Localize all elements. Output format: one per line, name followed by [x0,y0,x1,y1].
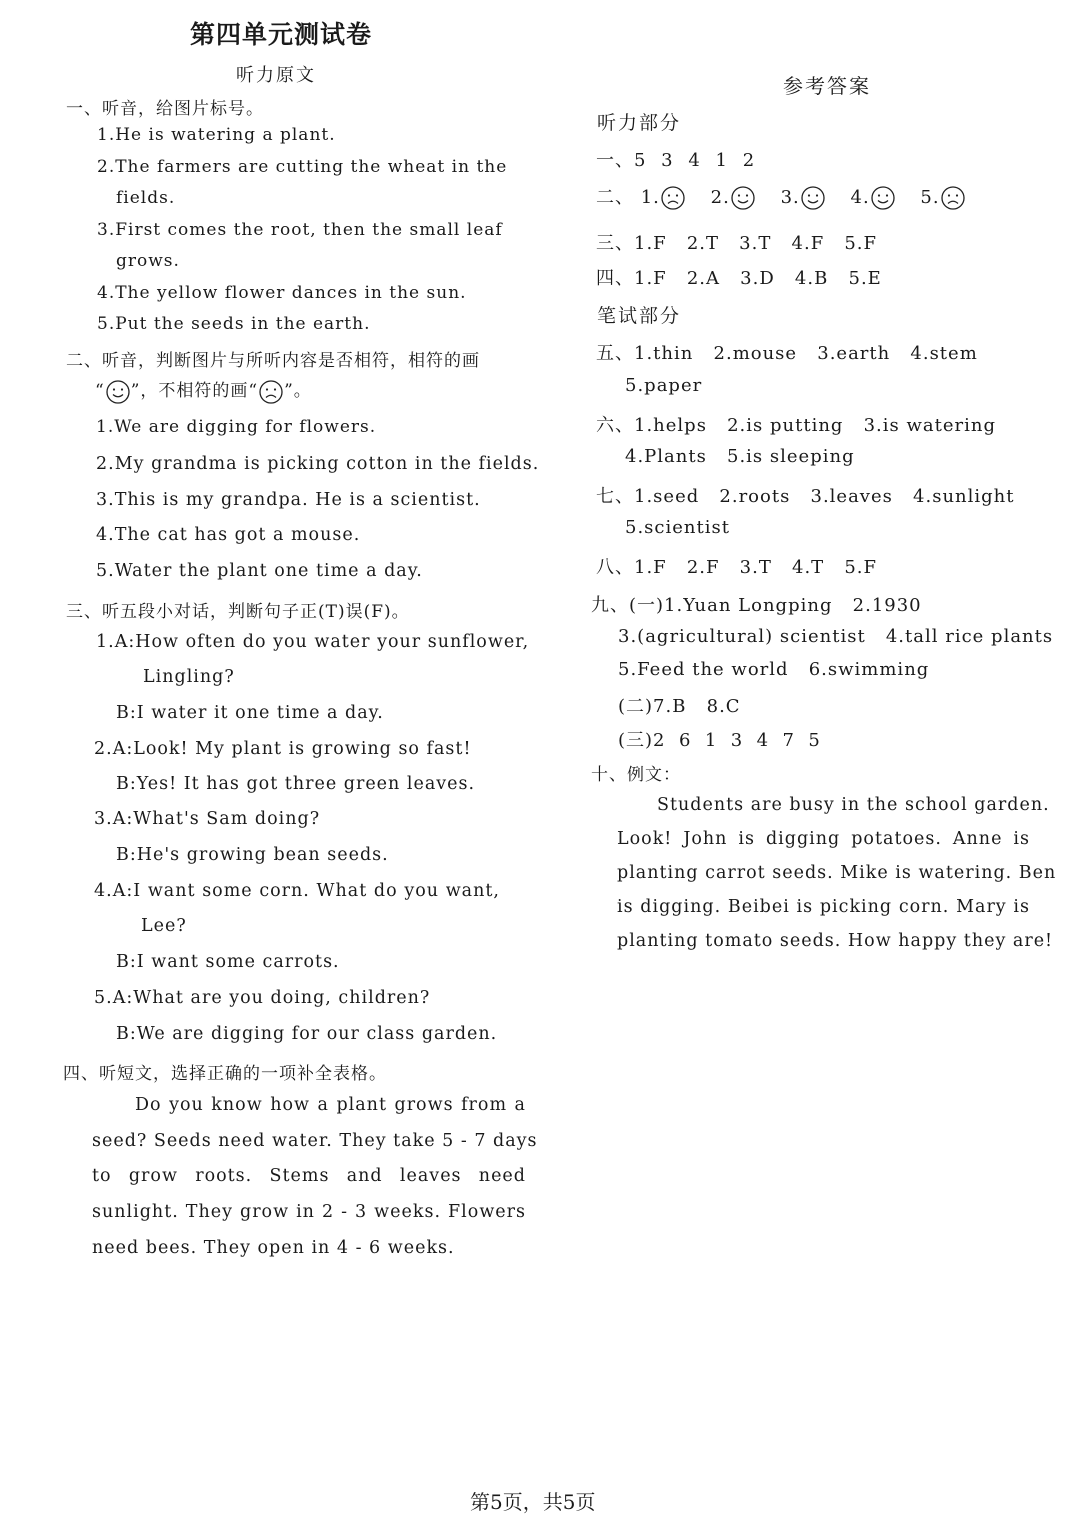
mid-text: ”，不相符的画“ [130,381,259,401]
page-number: 第5页，共5页 [470,1490,596,1514]
s1-item-2-cont: fields. [116,188,176,208]
answer-5: 五、1.thin 2.mouse 3.earth 4.stem [596,343,978,364]
s1-item-3: 3.First comes the root, then the small leaf [97,220,503,240]
section-1-heading: 一、听音，给图片标号。 [66,99,264,119]
essay-line-3: planting carrot seeds. Mike is watering. Ben [617,863,1057,883]
page-title: 第四单元测试卷 [190,20,373,49]
answer-9-line-3: 5.Feed the world 6.swimming [618,659,930,680]
s3-line-12: B:We are digging for our class garden. [116,1024,498,1044]
s1-item-4: 4.The yellow flower dances in the sun. [97,283,467,303]
section-4-heading: 四、听短文，选择正确的一项补全表格。 [63,1064,387,1084]
essay-line-1: Students are busy in the school garden. [657,795,1050,815]
s2-item-2: 2.My grandma is picking cotton in the fields. [96,454,540,474]
answer-3: 三、1.F 2.T 3.T 4.F 5.F [596,233,878,254]
essay-line-4: is digging. Beibei is picking corn. Mary is [617,897,1030,917]
answer-2-num: 4. [850,187,870,208]
s2-item-3: 3.This is my grandpa. He is a scientist. [96,490,481,510]
answer-9-line-4: (二)7.B 8.C [618,696,741,717]
open-quote: “ [95,381,105,401]
section-2-heading: 二、听音，判断图片与所听内容是否相符，相符的画 [66,351,480,371]
s3-line-6: 3.A:What's Sam doing? [94,809,321,829]
s4-para-1: Do you know how a plant grows from a [135,1095,526,1115]
s1-item-2: 2.The farmers are cutting the wheat in the [97,157,508,177]
answer-7-cont: 5.scientist [625,517,730,538]
happy-face-icon [870,185,896,211]
answer-2-num: 3. [780,187,800,208]
s3-line-7: B:He's growing bean seeds. [116,845,389,865]
s3-line-4: 2.A:Look! My plant is growing so fast! [94,739,472,759]
answer-8: 八、1.F 2.F 3.T 4.T 5.F [596,557,878,578]
essay-line-5: planting tomato seeds. How happy they are! [617,931,1054,951]
s3-line-11: 5.A:What are you doing, children? [94,988,431,1008]
section-2-heading-cont [95,376,312,405]
happy-face-icon [730,185,756,211]
answer-7: 七、1.seed 2.roots 3.leaves 4.sunlight [596,486,1015,507]
s4-para-3: to grow roots. Stems and leaves need [92,1166,526,1186]
close-quote: ”。 [284,381,312,401]
answers-title: 参考答案 [783,74,871,98]
answer-9-line-1: 九、(一)1.Yuan Longping 2.1930 [591,595,922,616]
s1-item-3-cont: grows. [116,251,180,271]
s4-para-5: need bees. They open in 4 - 6 weeks. [92,1238,455,1258]
listening-script-title: 听力原文 [236,65,316,86]
answer-2 [596,183,966,211]
s3-line-1: 1.A:How often do you water your sunflower, [96,632,530,652]
s2-item-1: 1.We are digging for flowers. [96,417,377,437]
listening-part-heading: 听力部分 [597,112,682,134]
happy-face-icon [800,185,826,211]
s2-item-5: 5.Water the plant one time a day. [96,561,423,581]
writing-part-heading: 笔试部分 [597,305,682,327]
sad-face-icon [940,185,966,211]
essay-line-2: Look! John is digging potatoes. Anne is [617,829,1030,849]
s2-item-4: 4.The cat has got a mouse. [96,525,361,545]
s3-line-8: 4.A:I want some corn. What do you want, [94,881,500,901]
s1-item-5: 5.Put the seeds in the earth. [97,314,371,334]
answer-6: 六、1.helps 2.is putting 3.is watering [596,415,996,436]
answer-2-label: 二、 [596,187,634,208]
answer-9-line-5: (三)2 6 1 3 4 7 5 [618,730,821,751]
s3-line-9: Lee? [141,916,187,936]
s1-item-1: 1.He is watering a plant. [97,125,336,145]
s3-line-2: Lingling? [143,667,235,687]
answer-2-num: 5. [920,187,940,208]
answer-10-heading: 十、例文： [591,765,681,785]
answer-1: 一、5 3 4 1 2 [596,150,756,171]
answer-9-line-2: 3.(agricultural) scientist 4.tall rice plants [618,626,1054,647]
answer-6-cont: 4.Plants 5.is sleeping [625,446,855,467]
s3-line-10: B:I want some carrots. [116,952,340,972]
s3-line-5: B:Yes! It has got three green leaves. [116,774,476,794]
s4-para-2: seed? Seeds need water. They take 5 - 7 days [92,1131,538,1151]
section-3-heading: 三、听五段小对话，判断句子正(T)误(F)。 [66,602,410,622]
s3-line-3: B:I water it one time a day. [116,703,384,723]
happy-face-icon [105,379,131,405]
answer-2-num: 2. [710,187,730,208]
sad-face-icon [660,185,686,211]
answer-4: 四、1.F 2.A 3.D 4.B 5.E [596,268,882,289]
answer-5-cont: 5.paper [625,375,703,396]
answer-2-num: 1. [640,187,660,208]
sad-face-icon [258,379,284,405]
s4-para-4: sunlight. They grow in 2 - 3 weeks. Flowers [92,1202,526,1222]
